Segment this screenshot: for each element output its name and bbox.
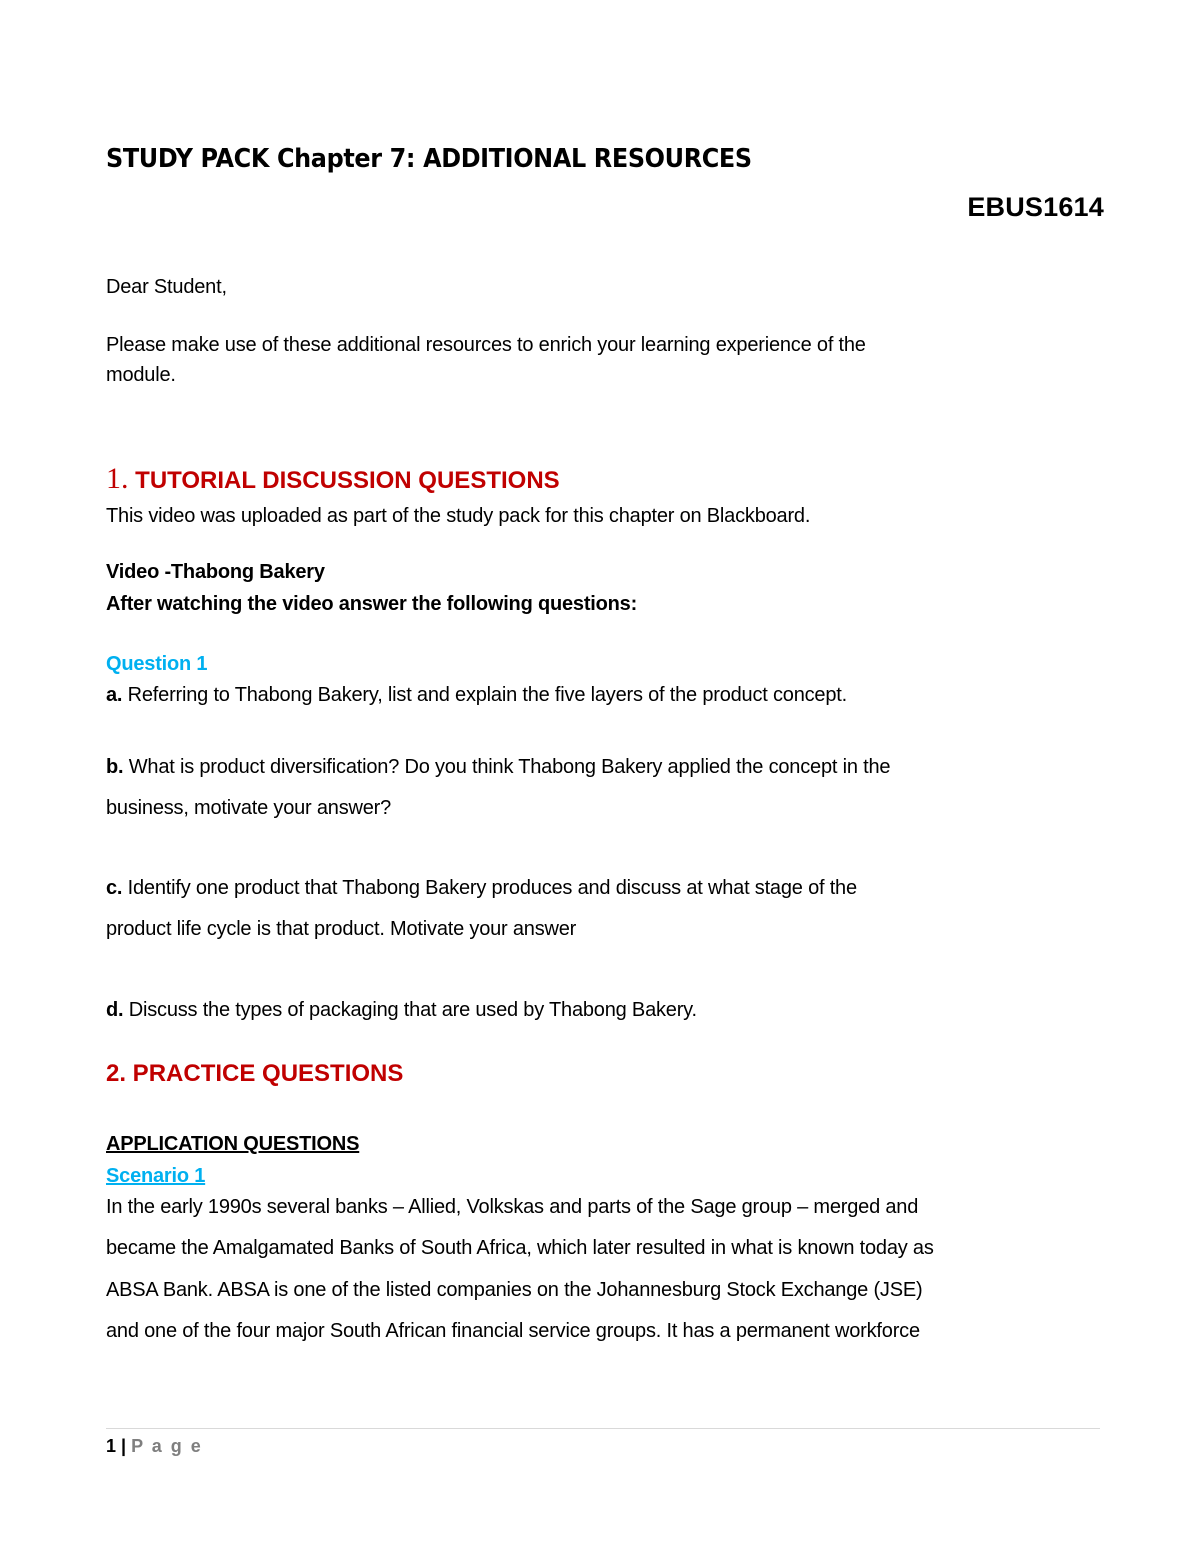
intro-line-1: Please make use of these additional resources to enrich your learning experience of the <box>106 334 866 356</box>
footer-divider <box>106 1428 1100 1429</box>
question-text: Referring to Thabong Bakery, list and explain the five layers of the product concept. <box>122 684 847 706</box>
question-text-continued: product life cycle is that product. Motivate your answer <box>106 918 577 940</box>
greeting: Dear Student, <box>106 276 227 298</box>
module-code: EBUS1614 <box>967 192 1104 222</box>
question-text: Identify one product that Thabong Bakery produces and discuss at what stage of the <box>122 877 857 899</box>
application-questions-heading: APPLICATION QUESTIONS <box>106 1133 360 1155</box>
section-1-title: TUTORIAL DISCUSSION QUESTIONS <box>128 467 560 494</box>
section-1-heading <box>106 462 560 496</box>
question-letter: c. <box>106 877 123 899</box>
intro-line-2: module. <box>106 364 176 386</box>
question-item-c <box>106 877 857 900</box>
video-instruction: After watching the video answer the following questions: <box>106 593 638 615</box>
scenario-line: ABSA Bank. ABSA is one of the listed companies on the Johannesburg Stock Exchange (JSE) <box>106 1279 923 1301</box>
scenario-line: and one of the four major South African financial service groups. It has a permanent workforce <box>106 1320 920 1342</box>
page-label: P a g e <box>131 1436 203 1456</box>
question-item-a <box>106 684 847 707</box>
question-1-label: Question 1 <box>106 653 208 675</box>
section-1-description: This video was uploaded as part of the study pack for this chapter on Blackboard. <box>106 505 811 527</box>
page-number: 1 <box>106 1436 117 1456</box>
scenario-line: In the early 1990s several banks – Allied, Volkskas and parts of the Sage group – merged and <box>106 1196 919 1218</box>
question-item-b <box>106 756 890 779</box>
video-title: Video -Thabong Bakery <box>106 561 325 583</box>
section-1-number: 1. <box>106 462 129 495</box>
question-letter: a. <box>106 684 123 706</box>
page-separator: | <box>116 1436 132 1456</box>
section-2-heading: 2. PRACTICE QUESTIONS <box>106 1060 404 1087</box>
scenario-line: became the Amalgamated Banks of South Africa, which later resulted in what is known today as <box>106 1237 934 1259</box>
question-item-d <box>106 999 697 1022</box>
scenario-1-label: Scenario 1 <box>106 1165 206 1187</box>
page-title: STUDY PACK Chapter 7: ADDITIONAL RESOURCES <box>106 144 752 174</box>
question-text: What is product diversification? Do you think Thabong Bakery applied the concept in the <box>123 756 891 778</box>
question-letter: d. <box>106 999 124 1021</box>
question-letter: b. <box>106 756 124 778</box>
question-text: Discuss the types of packaging that are used by Thabong Bakery. <box>123 999 697 1021</box>
question-text-continued: business, motivate your answer? <box>106 797 392 819</box>
page-footer <box>106 1436 203 1457</box>
